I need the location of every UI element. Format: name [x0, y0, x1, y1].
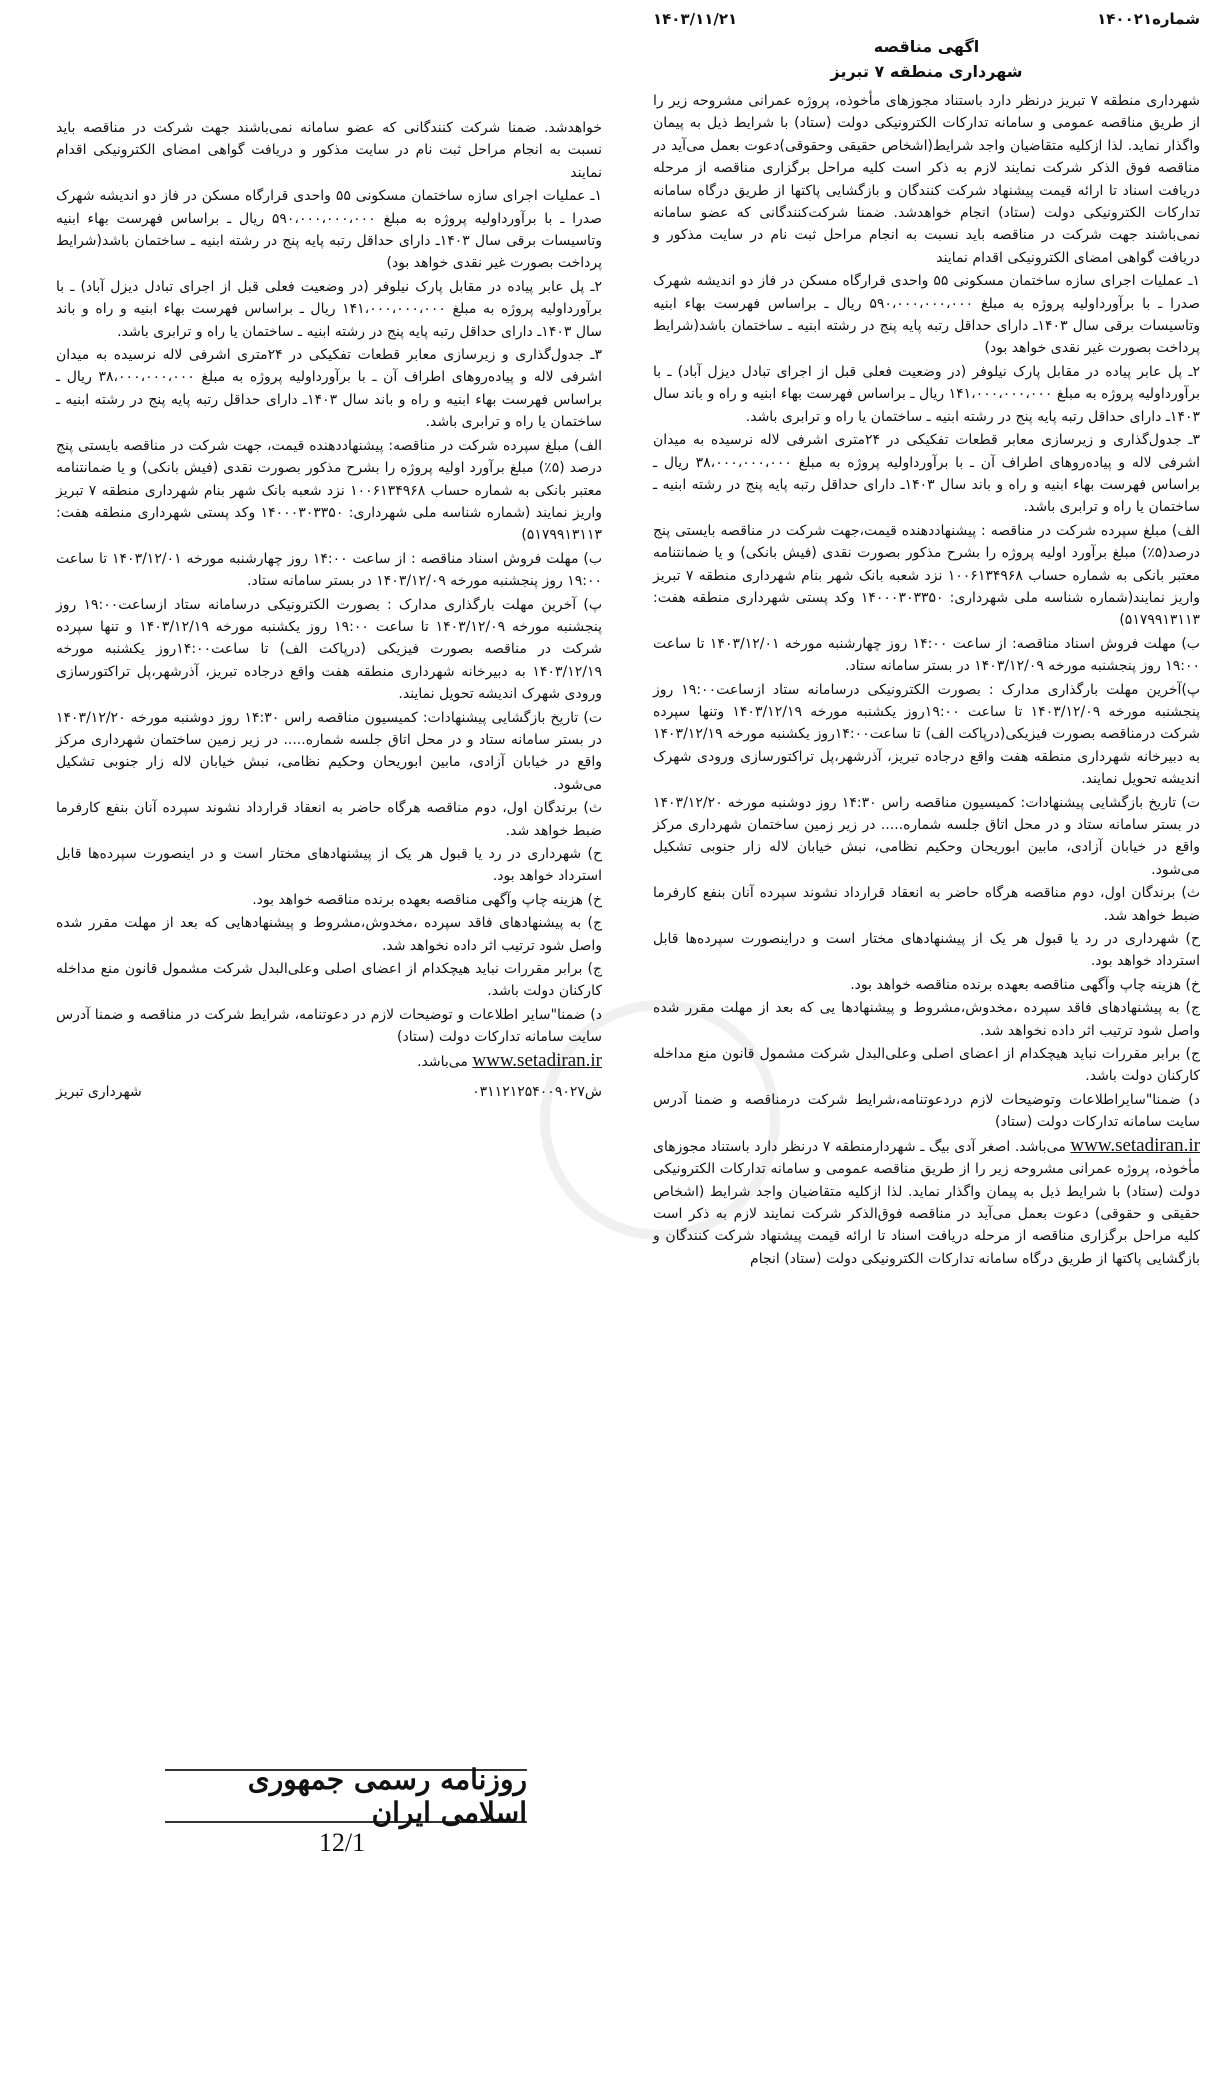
phone-code: ش۰۳۱۱۲۱۲۵۴۰۰۹۰۲۷ [472, 1084, 602, 1101]
paragraph: شهرداری منطقه ۷ تبریز درنظر دارد باستناد مجوزهای مأخوذه، پروژه عمرانی مشروحه زیر را از طریق مناقصه عمومی و سامانه تدارکات الکترونیکی دولت (ستاد) با شرایط ذیل به پیمان واگذار نماید. لذا ازکلیه متقاضیان واجد شرایط(اشخاص حقیقی وحقوقی)دعوت بعمل می‌آید در مناقصه فوق الذکر شرکت نمایند لازم به ذکر است کلیه مراحل برگزاری مناقصه از مرحله دریافت اسناد تا ارائه قیمت پیشنهاد شرکت کنندگان و بازگشایی پاکتها از طریق درگاه سامانه تدارکات الکترونیکی دولت (ستاد) انجام خواهدشد. ضمنا شرکت‌کنندگانی که عضو سامانه نمی‌باشند جهت شرکت در مناقصه باید نسبت به انجام مراحل ثبت نام در سایت مذکور و دریافت گواهی امضای الکترونیکی اقدام نمایند [653, 93, 1200, 266]
paragraph: ث) برندگان اول، دوم مناقصه هرگاه حاضر به انعقاد قرارداد نشوند سپرده آنان بنفع کارفرما ضبط خواهد شد. [653, 885, 1200, 924]
paragraph: خ) هزینه چاپ وآگهی مناقصه بعهده برنده مناقصه خواهد بود. [252, 891, 602, 908]
setadiran-link[interactable]: www.setadiran.ir [1070, 1134, 1201, 1156]
paragraph-with-link [56, 1050, 602, 1073]
paragraph: خواهدشد. ضمنا شرکت کنندگانی که عضو سامانه نمی‌باشند جهت شرکت در مناقصه باید نسبت به انجام مراحل ثبت نام در سایت مذکور و دریافت گواهی امضای الکترونیکی اقدام نمایند [56, 120, 602, 181]
paragraph: الف) مبلغ سپرده شرکت در مناقصه: پیشنهاددهنده قیمت، جهت شرکت در مناقصه بایستی پنج درصد (۵٪) مبلغ برآورد اولیه پروژه را بشرح مذکور بصورت نقدی (فیش بانکی) و یا ضمانتنامه معتبر بانکی به شماره حساب ۱۰۰۶۱۳۴۹۶۸ نزد شعبه بانک شهر بنام شهرداری منطقه ۷ تبریز واریز نمایند (شماره شناسه ملی شهرداری: ۱۴۰۰۰۳۰۳۳۵۰ وکد پستی شهرداری منطقه هفت: ۵۱۷۹۹۱۳۱۱۳) [56, 437, 602, 544]
newspaper-banner: روزنامه رسمی جمهوری اسلامی ایران [165, 1769, 527, 1823]
signature-row [56, 1081, 602, 1103]
notice-date: ۱۴۰۳/۱۱/۲۱ [653, 9, 738, 28]
paragraph: ب) مهلت فروش اسناد مناقصه: از ساعت ۱۴:۰۰ روز چهارشنبه مورخه ۱۴۰۳/۱۲/۰۱ تا ساعت ۱۹:۰۰ روز پنجشنبه مورخه ۱۴۰۳/۱۲/۰۹ در بستر سامانه ستاد. [653, 635, 1200, 675]
paragraph: ت) تاریخ بازگشایی پیشنهادات: کمیسیون مناقصه راس ۱۴:۳۰ روز دوشنبه مورخه ۱۴۰۳/۱۲/۲۰ در بستر سامانه ستاد و در محل اتاق جلسه شماره..... در زیر زمین ساختمان شهرداری مرکز واقع در خیابان آزادی، مابین ابوریحان وحکیم نظامی، نبش خیابان لاله زار جنوبی تشکیل می‌شود. [56, 709, 602, 793]
paragraph: خ) هزینه چاپ وآگهی مناقصه بعهده برنده مناقصه خواهد بود. [850, 976, 1200, 993]
paragraph: ۱ـ عملیات اجرای سازه ساختمان مسکونی ۵۵ واحدی قرارگاه مسکن در فاز دو اندیشه شهرک صدرا ـ با برآورداولیه پروژه به مبلغ ۵۹۰،۰۰۰،۰۰۰،۰۰۰ ریال ـ براساس فهرست بهاء ابنیه وتاسیسات برقی سال ۱۴۰۳ـ دارای حداقل رتبه پایه پنج در رشته ابنیه ـ ساختمان باشد(شرایط پرداخت بصورت غیر نقدی خواهد بود) [653, 273, 1201, 357]
paragraph: د) ضمنا"سایر اطلاعات و توضیحات لازم در دعوتنامه، شرایط شرکت در مناقصه و ضمنا آدرس سایت سامانه تدارکات دولت (ستاد) [56, 1006, 602, 1046]
paragraph: ۲ـ پل عابر پیاده در مقابل پارک نیلوفر (در وضعیت فعلی قبل از اجرای تبادل دیزل آباد) ـ با برآورداولیه پروژه به مبلغ ۱۴۱،۰۰۰،۰۰۰،۰۰۰ ریال ـ براساس فهرست بهاء ابنیه و راه و باند سال ۱۴۰۳ـ دارای حداقل رتبه پایه پنج در رشته ابنیه ـ ساختمان یا راه و ترابری باشد. [653, 363, 1200, 425]
paragraph: ج) به پیشنهادهای فاقد سپرده ،مخدوش،مشروط و پیشنهادهایی که بعد از مهلت مقرر شده واصل شود ترتیب اثر داده نخواهد شد. [56, 915, 602, 954]
paragraph: ج) به پیشنهادهای فاقد سپرده ،مخدوش،مشروط و پیشنهادها یی که بعد از مهلت مقرر شده واصل شود ترتیب اثر داده نخواهد شد. [653, 1000, 1200, 1039]
paragraph: ج) برابر مقررات نباید هیچکدام از اعضای اصلی وعلی‌البدل شرکت مشمول قانون منع مداخله کارکنان دولت باشد. [653, 1046, 1200, 1085]
page-number: 12/1 [318, 1828, 366, 1857]
notice-subtitle: شهرداری منطقه ۷ تبریز [830, 62, 1023, 81]
notice-number: شماره۱۴۰۰۲۱ [1097, 9, 1200, 28]
signature: شهرداری تبریز [56, 1084, 142, 1101]
paragraph: ت) تاریخ بازگشایی پیشنهادات: کمیسیون مناقصه راس ۱۴:۳۰ روز دوشنبه مورخه ۱۴۰۳/۱۲/۲۰ در بستر سامانه ستاد و در محل اتاق جلسه شماره..... در زیر زمین ساختمان شهرداری مرکز واقع در خیابان آزادی، مابین ابوریحان وحکیم نظامی، نبش خیابان لاله زار جنوبی تشکیل می‌شود. [653, 794, 1200, 878]
paragraph: ج) برابر مقررات نباید هیچکدام از اعضای اصلی وعلی‌البدل شرکت مشمول قانون منع مداخله کارکنان دولت باشد. [56, 961, 602, 1000]
paragraph: د) ضمنا"سایراطلاعات وتوضیحات لازم دردعوتنامه،شرایط شرکت درمناقصه و ضمنا آدرس سایت سامانه تدارکات دولت (ستاد) [653, 1091, 1200, 1131]
setadiran-link[interactable]: www.setadiran.ir [472, 1049, 602, 1071]
paragraph: پ)آخرین مهلت بارگذاری مدارک : بصورت الکترونیکی درسامانه ستاد ازساعت۱۹:۰۰ روز پنجشنبه مورخه ۱۴۰۳/۱۲/۰۹ تا ساعت ۱۹:۰۰روز یکشنبه مورخه ۱۴۰۳/۱۲/۱۹ وتنها سپرده شرکت درمناقصه بصورت فیزیکی(درپاکت الف) تا ساعت۱۴:۰۰روز یکشنبه مورخه ۱۴۰۳/۱۲/۱۹ به دبیرخانه شهرداری منطقه هفت واقع درجاده تبریز، آذرشهر،پل تراکتورسازی ورودی شهرک اندیشه تحویل نمایند. [653, 681, 1201, 788]
link-suffix: می‌باشد. [417, 1053, 468, 1070]
header-meta [653, 6, 1200, 32]
paragraph: ث) برندگان اول، دوم مناقصه هرگاه حاضر به انعقاد قرارداد نشوند سپرده آنان بنفع کارفرما ضبط خواهد شد. [56, 800, 602, 839]
title-block [653, 34, 1200, 84]
paragraph-with-link [653, 1135, 1200, 1270]
notice-title: اگهی مناقصه [873, 37, 980, 56]
right-column [653, 0, 1200, 1271]
paragraph: ب) مهلت فروش اسناد مناقصه : از ساعت ۱۴:۰۰ روز چهارشنبه مورخه ۱۴۰۳/۱۲/۰۱ تا ساعت ۱۹:۰۰ روز پنجشنبه مورخه ۱۴۰۳/۱۲/۰۹ در بستر سامانه ستاد. [56, 550, 603, 590]
paragraph: ۳ـ جدول‌گذاری و زیرسازی معابر قطعات تفکیکی در ۲۴متری اشرفی لاله نرسیده به میدان اشرفی لاله و پیاده‌روهای اطراف آن ـ با برآورداولیه پروژه به مبلغ ۳۸،۰۰۰،۰۰۰،۰۰۰ ریال ـ براساس فهرست بهاء ابنیه و راه و باند سال ۱۴۰۳ـ دارای حداقل رتبه پایه پنج در رشته ابنیه ـ ساختمان یا راه و ترابری باشد. [56, 347, 602, 431]
paragraph: الف) مبلغ سپرده شرکت در مناقصه : پیشنهاددهنده قیمت،جهت شرکت در مناقصه بایستی پنج درصد(۵٪) مبلغ برآورد اولیه پروژه را بشرح مذکور بصورت نقدی (فیش بانکی) و یا ضمانتنامه معتبر بانکی به شماره حساب ۱۰۰۶۱۳۴۹۶۸ نزد شعبه بانک شهر بنام شهرداری منطقه ۷ تبریز واریز نمایند(شماره شناسه ملی شهرداری: ۱۴۰۰۰۳۰۳۳۵۰ وکد پستی شهرداری منطقه هفت: ۵۱۷۹۹۱۳۱۱۳) [653, 522, 1201, 629]
paragraph: ۳ـ جدول‌گذاری و زیرسازی معابر قطعات تفکیکی در ۲۴متری اشرفی لاله نرسیده به میدان اشرفی لاله و پیاده‌روهای اطراف آن ـ با برآورداولیه پروژه به مبلغ ۳۸،۰۰۰،۰۰۰،۰۰۰ ریال ـ براساس فهرست بهاء ابنیه و راه و باند سال ۱۴۰۳ـ دارای حداقل رتبه پایه پنج در رشته ابنیه ـ ساختمان یا راه و ترابری باشد. [653, 432, 1201, 516]
left-column [56, 117, 602, 1103]
paragraph: ح) شهرداری در رد یا قبول هر یک از پیشنهادهای مختار است و در اینصورت سپرده‌ها قابل استرداد خواهد بود. [56, 846, 602, 885]
paragraph: پ) آخرین مهلت بارگذاری مدارک : بصورت الکترونیکی درسامانه ستاد ازساعت۱۹:۰۰ روز پنجشنبه مورخه ۱۴۰۳/۱۲/۰۹ تا ساعت ۱۹:۰۰ روز یکشنبه مورخه ۱۴۰۳/۱۲/۱۹ و تنها سپرده شرکت در مناقصه بصورت فیزیکی (درپاکت الف) تا ساعت۱۴:۰۰روز یکشنبه مورخه ۱۴۰۳/۱۲/۱۹ به دبیرخانه شهرداری منطقه هفت واقع درجاده تبریز، آذرشهر،پل تراکتورسازی ورودی شهرک اندیشه تحویل نمایند. [56, 596, 603, 703]
trailing-text: می‌باشد. اصغر آدی بیگ ـ شهردارمنطقه ۷ درنظر دارد باستناد مجوزهای مأخوذه، پروژه عمرانی مشروحه زیر را از طریق مناقصه عمومی و سامانه تدارکات الکترونیکی دولت (ستاد) با شرایط ذیل به پیمان واگذار نماید. لذا ازکلیه متقاضیان واجد شرایط (اشخاص حقیقی و حقوقی) دعوت بعمل می‌آید در مناقصه فوق‌الذکر شرکت نمایند لازم به ذکر است کلیه مراحل برگزاری مناقصه از مرحله دریافت اسناد تا ارائه قیمت پیشنهاد شرکت کنندگان و بازگشایی پاکتها از طریق درگاه سامانه تدارکات الکترونیکی دولت (ستاد) انجام [653, 1138, 1200, 1267]
paragraph: ۲ـ پل عابر پیاده در مقابل پارک نیلوفر (در وضعیت فعلی قبل از اجرای تبادل دیزل آباد) ـ با برآورداولیه پروژه به مبلغ ۱۴۱،۰۰۰،۰۰۰،۰۰۰ ریال ـ براساس فهرست بهاء ابنیه و راه و باند سال ۱۴۰۳ـ دارای حداقل رتبه پایه پنج در رشته ابنیه ـ ساختمان یا راه و ترابری باشد. [56, 278, 602, 340]
paragraph: ح) شهرداری در رد یا قبول هر یک از پیشنهادهای مختار است و دراینصورت سپرده‌ها قابل استرداد خواهد بود. [653, 931, 1200, 970]
paragraph: ۱ـ عملیات اجرای سازه ساختمان مسکونی ۵۵ واحدی قرارگاه مسکن در فاز دو اندیشه شهرک صدرا ـ با برآورداولیه پروژه به مبلغ ۵۹۰،۰۰۰،۰۰۰،۰۰۰ ریال ـ براساس فهرست بهاء ابنیه وتاسیسات برقی سال ۱۴۰۳ـ دارای حداقل رتبه پایه پنج در رشته ابنیه ـ ساختمان باشد(شرایط پرداخت بصورت غیر نقدی خواهد بود) [56, 188, 603, 272]
